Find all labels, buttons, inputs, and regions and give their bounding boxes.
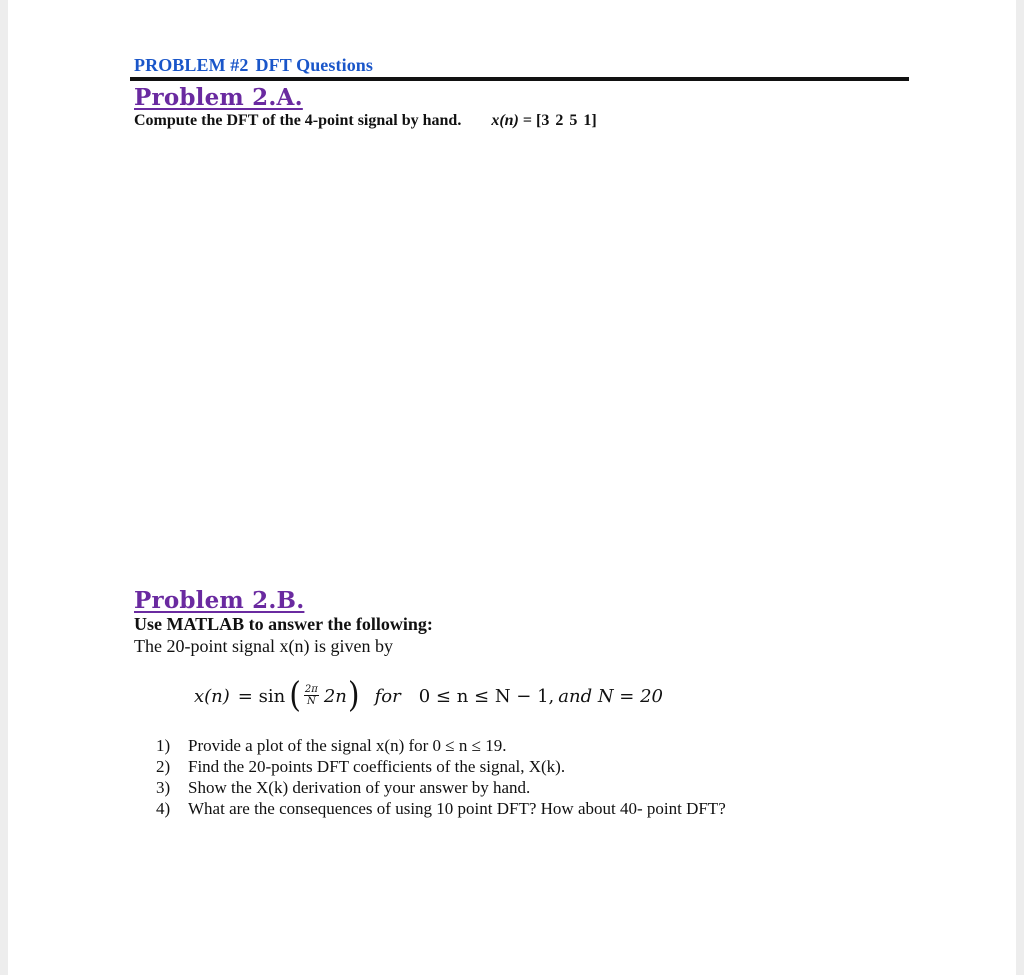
problem-2a-text: Compute the DFT of the 4-point signal by hand. — [134, 112, 462, 129]
signal-equation — [194, 676, 663, 716]
list-item — [156, 798, 726, 819]
equation-arg: 2n — [323, 685, 347, 707]
equation-eq: = sin — [237, 685, 286, 707]
signal-eq: = [ — [518, 112, 542, 129]
list-item-text: What are the consequences of using 10 point DFT? How about 40- point DFT? — [188, 799, 726, 818]
document-page — [8, 0, 1016, 975]
signal-value: 3 — [541, 112, 550, 129]
signal-definition — [491, 112, 596, 129]
left-paren: ( — [289, 675, 301, 716]
section-header — [134, 55, 373, 76]
list-item — [156, 777, 726, 798]
list-item-number: 4) — [156, 799, 171, 818]
problem-2a-title: Problem 2.A. — [134, 84, 303, 111]
list-item-number: 3) — [156, 778, 171, 797]
signal-lhs: x(n) — [491, 112, 519, 129]
signal-value: 2 — [555, 112, 564, 129]
signal-value: 1 — [583, 112, 592, 129]
question-list — [156, 735, 726, 819]
equation-condition: and N = 20 — [558, 685, 664, 707]
list-item-number: 2) — [156, 757, 171, 776]
problem-2a-statement — [134, 112, 597, 130]
list-item — [156, 756, 726, 777]
problem-2b-lead: Use MATLAB to answer the following: — [134, 614, 433, 634]
signal-value: 5 — [569, 112, 578, 129]
problem-label: PROBLEM #2 — [134, 55, 249, 75]
signal-close: ] — [591, 112, 597, 129]
equation-range: 0 ≤ n ≤ N − 1, — [418, 685, 555, 707]
section-topic: DFT Questions — [255, 55, 374, 75]
fraction-numerator: 2π — [304, 684, 318, 695]
equation-fraction — [304, 684, 319, 708]
list-item-text: Show the X(k) derivation of your answer by hand. — [188, 778, 531, 797]
equation-for: for — [374, 685, 401, 707]
list-item — [156, 735, 726, 756]
list-item-text: Provide a plot of the signal x(n) for 0 ≤ n ≤ 19. — [188, 736, 507, 755]
problem-2b-given: The 20-point signal x(n) is given by — [134, 636, 393, 656]
equation-lhs: x(n) — [194, 685, 230, 707]
problem-2b-title: Problem 2.B. — [134, 587, 305, 614]
header-divider — [130, 77, 909, 81]
fraction-denominator: N — [307, 696, 316, 707]
signal-values — [541, 112, 591, 129]
right-paren: ) — [347, 675, 360, 716]
list-item-text: Find the 20-points DFT coefficients of the signal, X(k). — [188, 757, 566, 776]
list-item-number: 1) — [156, 736, 171, 755]
